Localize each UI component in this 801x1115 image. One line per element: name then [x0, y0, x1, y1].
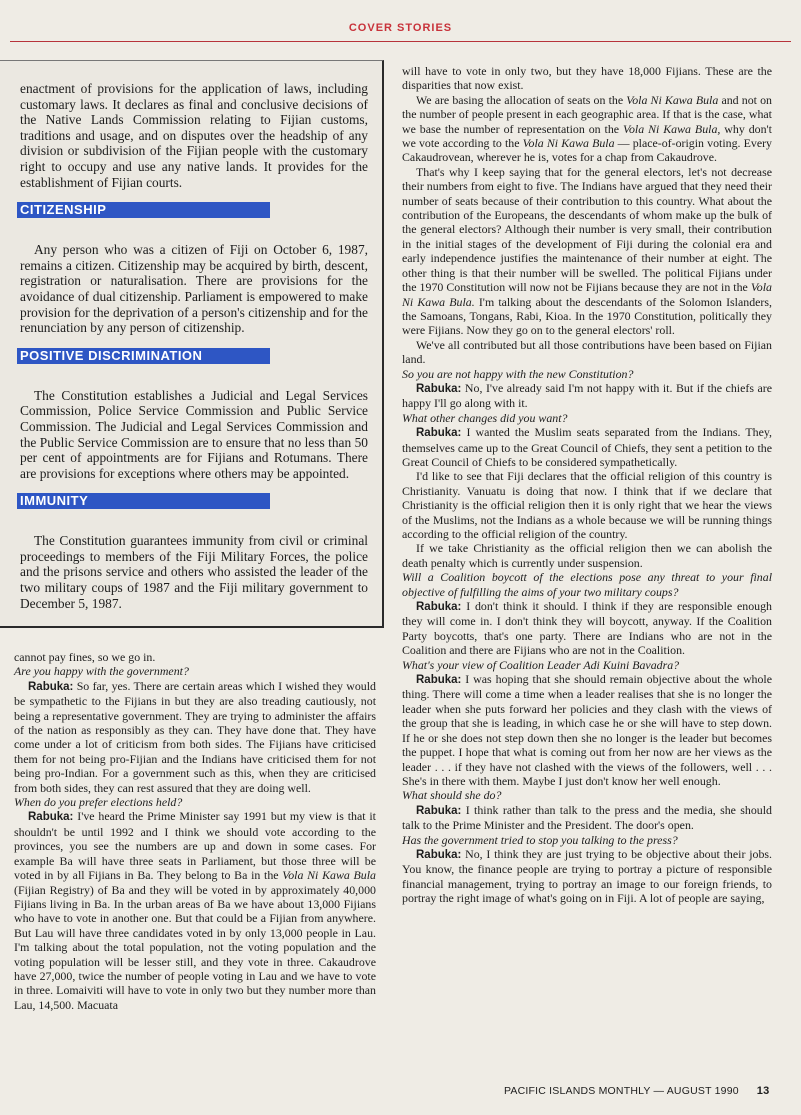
section-heading-positive-discrimination: POSITIVE DISCRIMINATION	[17, 348, 270, 364]
interview-answer	[402, 381, 772, 411]
section-text-positive-discrimination: The Constitution establishes a Judicial and Legal Services Commission, Police Service Commission and Public Service Commission. The Judicial and Legal Services Commission and the Public Service Commission are to ensure that no less than 50 per cent of appointments are for Fijians and Rotumans. There are provisions for exceptions where others may be appointed.	[20, 387, 368, 481]
answer-text: So far, yes. There are certain areas which I wished they would be sympathetic to the Fijians in but they are also treading cautiously, not being a representative government. They are trying to administer the affairs of the nation as responsibly as they can. They have done that. They have come under a lot of criticism from both sides. The Fijians have criticised them for not being pro-Fijian and the Indians have criticised them for not being pro-Indian. For a government such as this, when they are criticised from both sides, they can rest assured that they are doing well.	[14, 678, 376, 795]
interview-answer	[402, 672, 772, 788]
page-footer	[504, 1085, 769, 1097]
answer-text: No, I think they are just trying to be objective about their jobs. You know, the finance people are trying to portray a picture of responsible financial management, trying to portray an image to our foreign friends, to portray the right image of what's going on in Fiji. A lot of people are saying,	[402, 846, 772, 906]
speaker-label: Rabuka:	[28, 811, 74, 824]
answer-text: I wanted the Muslim seats separated from the Indians. They, themselves came up to the Great Council of Chiefs, they sent a petition to the Great Council of Chiefs to be considered sympathetically.	[402, 425, 772, 469]
paragraph-text: We are basing the allocation of seats on the	[416, 92, 627, 107]
interview-answer	[402, 425, 772, 469]
header-rule	[10, 41, 791, 42]
publication-line: PACIFIC ISLANDS MONTHLY — AUGUST 1990	[504, 1085, 739, 1097]
paragraph-emphasis: Vola Ni Kawa Bula,	[623, 121, 721, 136]
answer-text: I've heard the Prime Minister say 1991 but my view is that it shouldn't be until 1992 and I think we should vote according to the provinces, you see the numbers are up and down in some cases. For example Ba will have three seats in Parliament, but those three will be voted in by all Fijians in Ba. They belong to Ba in the	[14, 809, 376, 883]
speaker-label: Rabuka:	[416, 427, 462, 440]
interview-question: What's your view of Coalition Leader Adi Kuini Bavadra?	[402, 657, 680, 672]
sidebar-intro: enactment of provisions for the application of laws, including customary laws. It declares as final and conclusive decisions of the Native Lands Commission relating to Fijian customs, traditions and usage, and on disputes over the headship of any division or subdivision of the Fijian people with the customary right to occupy and use any native lands. It provides for the establishment of Fijian courts.	[20, 81, 368, 190]
interview-answer	[402, 599, 772, 658]
interview-answer	[14, 809, 376, 1012]
paragraph-text: That's why I keep saying that for the general electors, let's not decrease their numbers from eight to five. The Indians have argued that they need their number of seats because of their contribution to this country. What about the contribution of the Europeans, the descendants of whom make up the bulk of the general electors? Although their number is very small, their contribution in the initial stages of the development of Fiji during the colonial era and early independence justifies the maintenance of their number at eight. The other thing is that their number will be swelled. The political Fijians under the 1970 Constitution will now not be Fijians because they are not in the	[402, 164, 772, 295]
interview-question: When do you prefer elections held?	[14, 795, 183, 810]
article-paragraph	[402, 93, 772, 165]
paragraph-emphasis: Vola Ni Kawa Bula.	[402, 280, 772, 309]
answer-text: I was hoping that she should remain objective about the whole thing. There will come a time when a leader realises that she is no longer the leader when she puts forward her policies and they clash with the views of the group that she is leading, in which case he or she will have to step down. If he or she does not step down then she no longer is the leader but becomes the puppet. I hope that what is coming out from her now are her views as the leader . . . if they have not clashed with the views of the followers, well . . . She's in there with them. Maybe I just don't know her well enough.	[402, 672, 772, 788]
answer-text: No, I've already said I'm not happy with it. But if the chiefs are happy I'll go along with it.	[402, 380, 772, 411]
right-article-column	[402, 64, 772, 906]
answer-text: I don't think it should. I think if they are responsible enough they will come in. I don't think they will boycott, anyway. If the Coalition Party boycotts, that's one party. There are Indians who are not in the Coalition and there are Fijians who are not in the Coalition.	[402, 599, 772, 658]
speaker-label: Rabuka:	[416, 601, 462, 614]
speaker-label: Rabuka:	[416, 674, 462, 687]
speaker-label: Rabuka:	[28, 680, 74, 693]
speaker-label: Rabuka:	[416, 804, 462, 817]
article-paragraph	[402, 165, 772, 338]
answer-text: (Fijian Registry) of Ba and they will be voted in by approximately 40,000 Fijians living in Ba. In the urban areas of Ba we have about 13,000 Fijians who have to vote in another one. But that could be a Fijian from anywhere. But Lau will have three candidates voted in by only 13,000 people in Lau. I'm talking about the total population, not the voting population and the voting population will be lesser still, and they vote in three. Cakaudrove have 27,000, twice the number of people voting in Lau and we have to vote in three. Lomaiviti will have to vote in only two but they number more than Lau, 14,500. Macuata	[14, 882, 376, 1012]
section-header: COVER STORIES	[348, 22, 453, 34]
answer-emphasis: Vola Ni Kawa Bula	[282, 868, 376, 883]
article-paragraph: cannot pay fines, so we go in.	[14, 650, 156, 664]
section-heading-citizenship: CITIZENSHIP	[17, 202, 270, 218]
interview-answer	[14, 679, 376, 795]
speaker-label: Rabuka:	[416, 382, 462, 395]
interview-question: What should she do?	[402, 788, 502, 803]
interview-question: So you are not happy with the new Constitution?	[402, 366, 634, 381]
speaker-label: Rabuka:	[416, 848, 462, 861]
interview-question: Will a Coalition boycott of the elections pose any threat to your final objective of fulfilling the aims of your two military coups?	[402, 570, 772, 599]
paragraph-emphasis: Vola Ni Kawa Bula	[522, 136, 615, 151]
section-text-immunity: The Constitution guarantees immunity from civil or criminal proceedings to members of the Fiji Military Forces, the police and the prisons service and others who assisted the leader of the two military coups of 1987 and the Fiji military government to December 5, 1987.	[20, 533, 368, 611]
section-heading-immunity: IMMUNITY	[17, 493, 270, 509]
paragraph-emphasis: Vola Ni Kawa Bula	[626, 92, 719, 107]
interview-question: Has the government tried to stop you talking to the press?	[402, 832, 678, 847]
interview-question: Are you happy with the government?	[14, 664, 189, 679]
interview-answer	[402, 847, 772, 906]
page-number: 13	[756, 1085, 770, 1097]
article-paragraph: If we take Christianity as the official religion then we can abolish the death penalty which is currently under suspension.	[402, 541, 772, 570]
article-paragraph: We've all contributed but all those contributions have been based on Fijian land.	[402, 337, 772, 367]
article-paragraph: I'd like to see that Fiji declares that the official religion of this country is Christianity. Vanuatu is doing that now. I think that if we declare that Christianity is the official religion then it is only right that we hear the views of the Muslims, not the Indians as a whole because we will be running things according to the official religion of the country.	[402, 469, 772, 541]
article-paragraph: will have to vote in only two, but they have 18,000 Fijians. These are the disparities that now exist.	[402, 64, 772, 93]
paragraph-text: — place-of-origin voting. Every Cakaudrovean, wherever he is, votes for a chap from Cakaudrove.	[402, 136, 772, 165]
interview-question: What other changes did you want?	[402, 410, 568, 425]
paragraph-text: why don't we vote according to the	[402, 121, 772, 151]
paragraph-text: and not on the number of people present in each geographic area. If that is the case, what we base the number of representation on the	[402, 92, 772, 136]
paragraph-text: I'm talking about the descendants of the Solomon Islanders, the Samoans, Tongans, Rabi, Kioa. In the 1970 Constitution, politically they were Fijians. Now they go on to the general electors' roll.	[402, 294, 772, 338]
section-text-citizenship: Any person who was a citizen of Fiji on October 6, 1987, remains a citizen. Citizenship may be acquired by birth, descent, registration or naturalisation. There are provisions for the avoidance of dual citizenship. Parliament is empowered to make provision for the deprivation of a person's citizenship and for the renunciation by any person of citizenship.	[20, 242, 368, 336]
left-article-column	[14, 650, 376, 1012]
constitution-sidebar-box	[0, 60, 384, 628]
interview-answer	[402, 803, 772, 833]
answer-text: I think rather than talk to the press and the media, she should talk to the Prime Minister and the President. The door's open.	[402, 802, 772, 833]
